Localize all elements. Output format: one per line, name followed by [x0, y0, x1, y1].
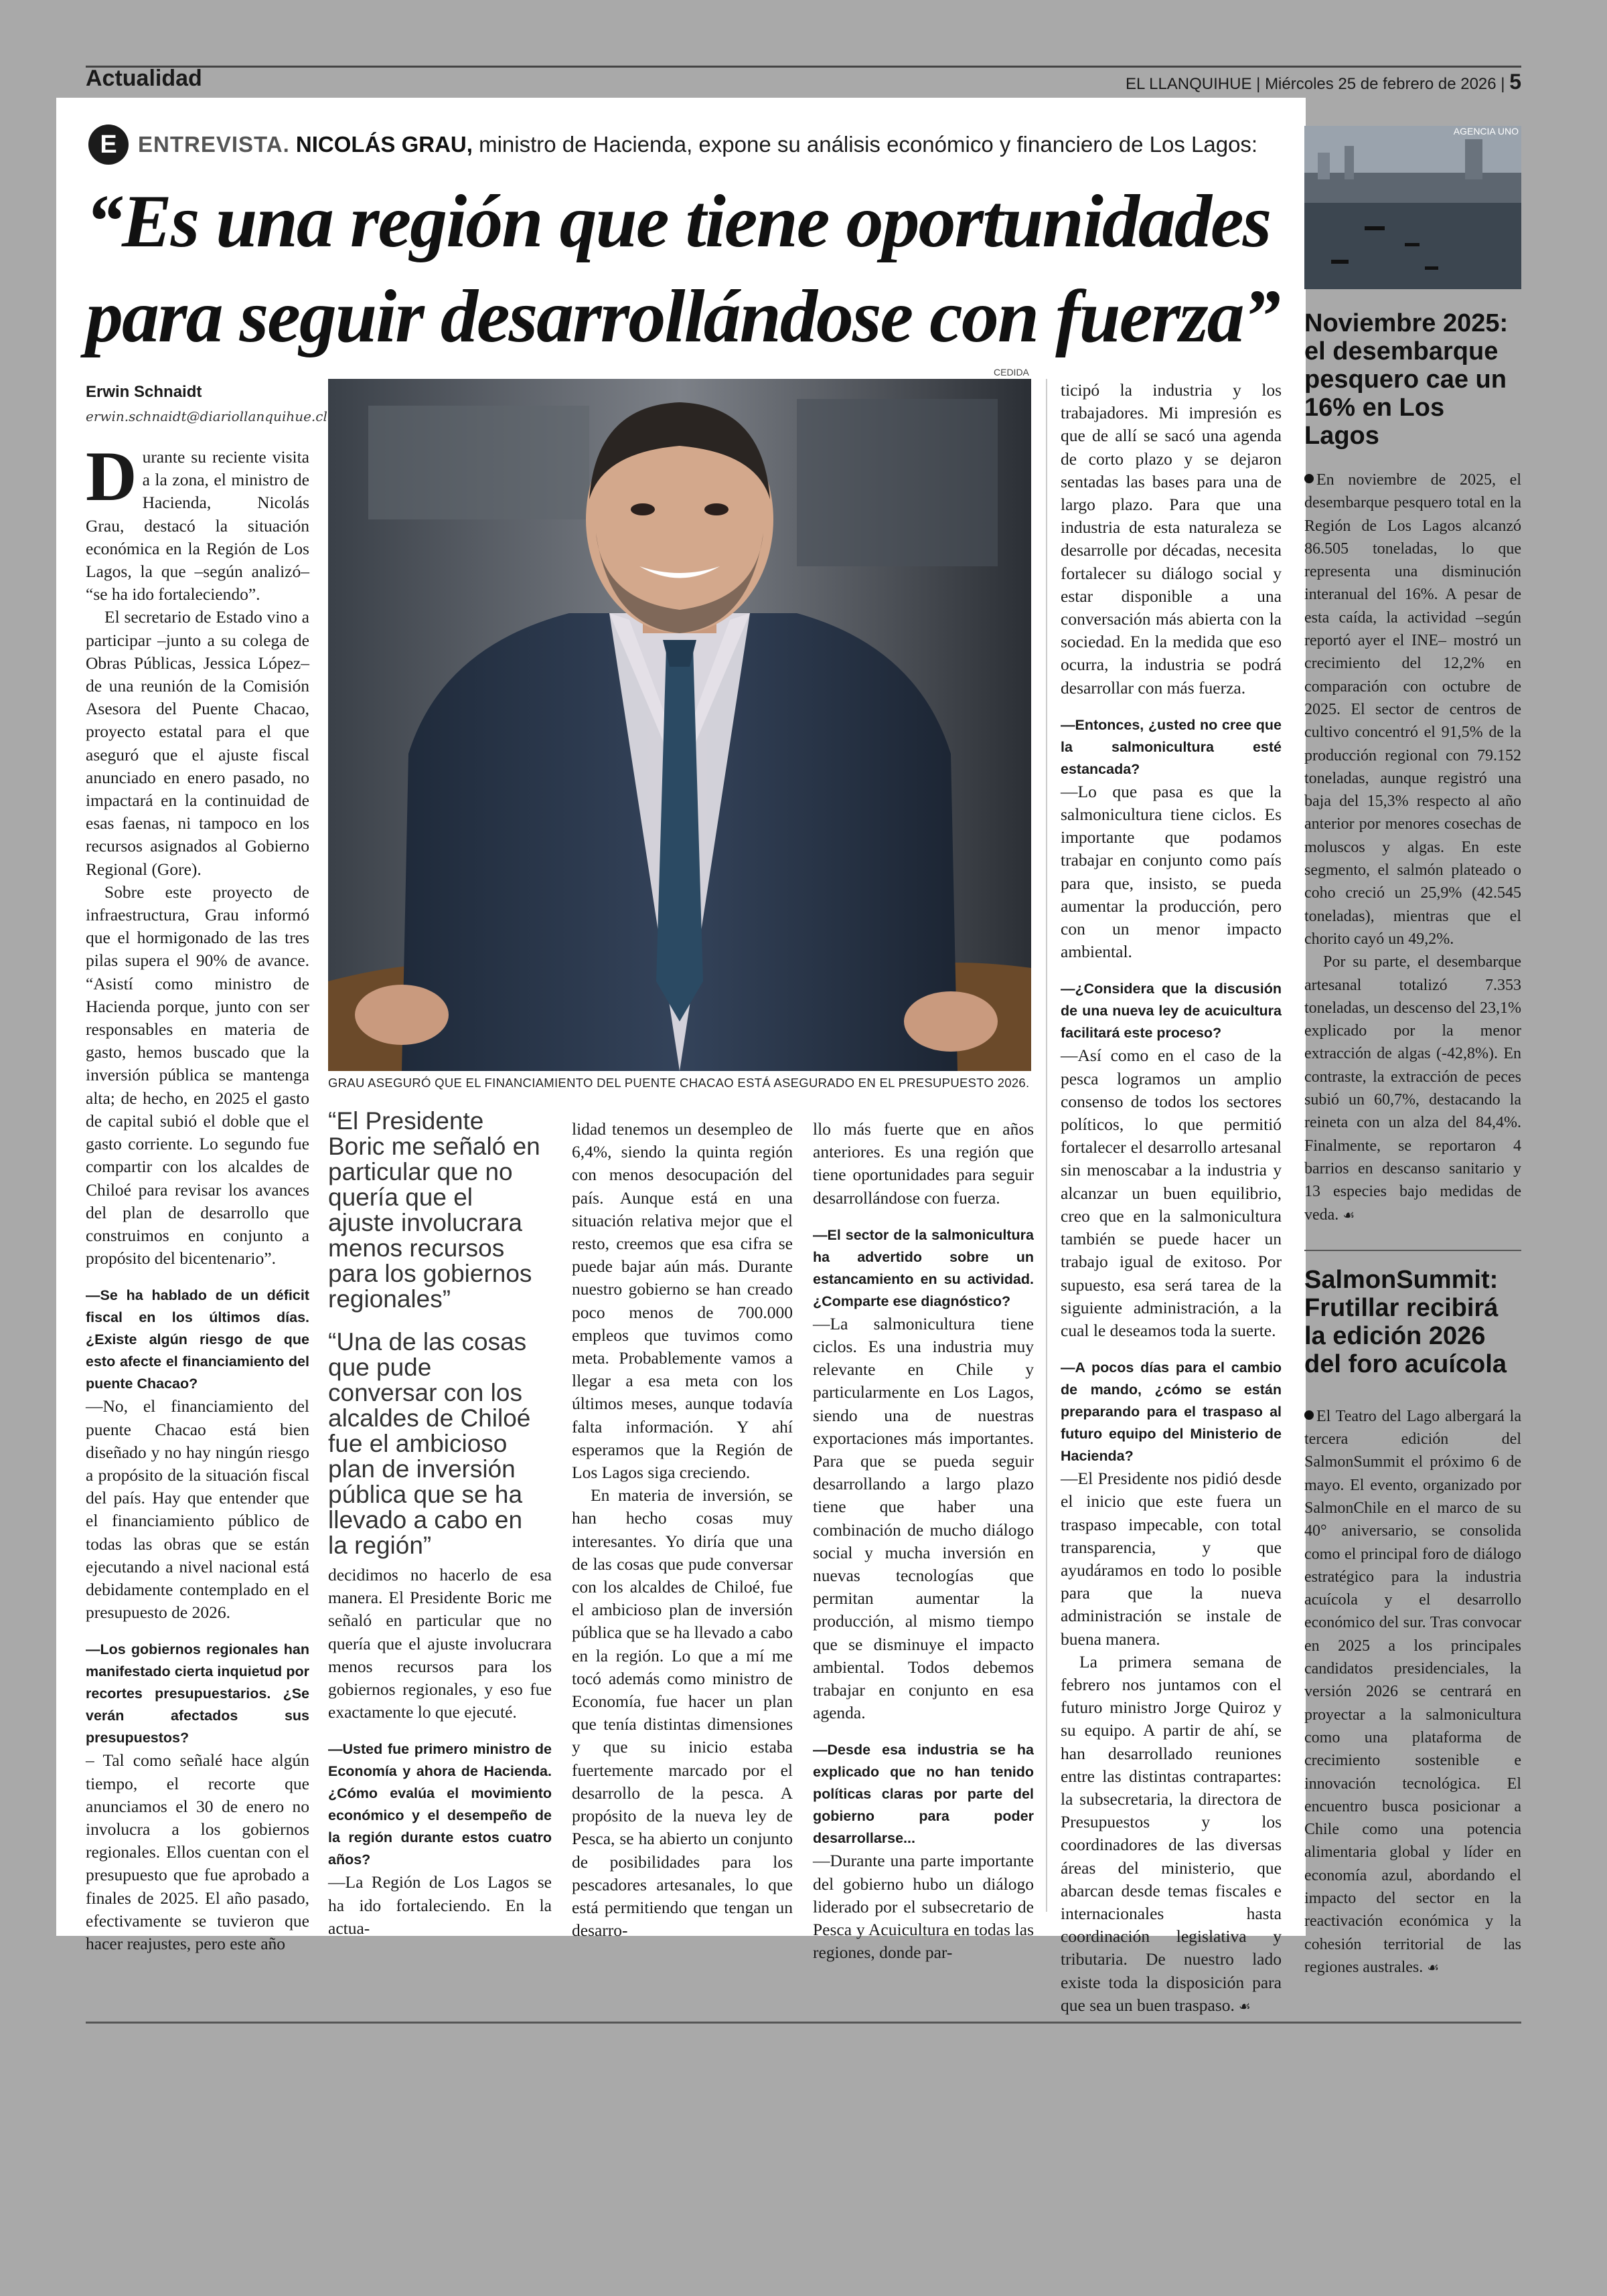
- paragraph-text: —Usted fue primero ministro de Economía y ahora de Hacienda. ¿Cómo evalúa el movimiento económico y el desempeño de la región durante estos cuatro años?: [328, 1741, 552, 1868]
- paragraph: [1061, 781, 1282, 964]
- paragraph: [572, 1118, 793, 1484]
- sidebar-text-1b: [1304, 951, 1521, 1227]
- article-column-2: [328, 1564, 552, 1940]
- end-mark-icon: ☙: [1343, 1208, 1355, 1223]
- sidebar-divider: [1304, 1250, 1521, 1251]
- paragraph-text: llo más fuerte que en años anteriores. Es una región que tiene oportunidades para seguir desarrollándose con fuerza.: [813, 1119, 1034, 1208]
- photo-agency: AGENCIA UNO: [1453, 126, 1519, 137]
- harbor-photo: [1304, 126, 1521, 289]
- headline-line-2: para seguir desarrollándose con fuerza”: [86, 275, 1280, 358]
- article-column-5: [1061, 379, 1282, 2018]
- paragraph: [328, 1871, 552, 1940]
- author-email: erwin.schnaidt@diariollanquihue.cl: [86, 408, 327, 424]
- sidebar-title-2: SalmonSummit: Frutillar recibirá la edición 2026 del foro acuícola: [1304, 1265, 1507, 1378]
- drop-cap: D: [86, 437, 137, 515]
- paragraph-text: —El sector de la salmonicultura ha advertido sobre un estancamiento en su actividad. ¿Comparte ese diagnóstico?: [813, 1226, 1034, 1309]
- paragraph-text: —Entonces, ¿usted no cree que la salmonicultura esté estancada?: [1061, 716, 1282, 777]
- paragraph-text: Sobre este proyecto de infraestructura, Grau informó que el hormigonado de las tres pilas supera el 90% de avance. “Asistí como ministro de Hacienda porque, junto con ser responsables en materia de gasto, hemos buscado que la inversión pública se mantenga alta; de hecho, en 2025 el gasto de capital subió el doble que el gasto corriente. Lo segundo fue compartir con los alcaldes de Chiloé para revisar los avances del plan de desarrollo que construimos en conjunto a propósito del bicentenario”.: [86, 882, 309, 1268]
- sidebar-text-2: [1304, 1405, 1521, 1979]
- paragraph: [1061, 1651, 1282, 2018]
- end-mark-icon: ☙: [1427, 1960, 1440, 1975]
- paragraph-text: —¿Considera que la discusión de una nueva ley de acuicultura facilitará este proceso?: [1061, 981, 1282, 1042]
- sidebar-text-1a: [1304, 469, 1521, 951]
- sidebar-title-1: Noviembre 2025: el desembarque pesquero cae un 16% en Los Lagos: [1304, 309, 1509, 450]
- paragraph: [572, 1484, 793, 1942]
- paragraph-text: ticipó la industria y los trabajadores. Mi impresión es que de allí se sacó una agenda de corto plazo y se dejaron sentadas las bases para una de largo plazo. Para que una industria de esta naturaleza se desarrolle por décadas, necesita fortalecer su diálogo social y estar disponible a una conversación más abierta con la sociedad. En la medida que eso ocurra, la industria se podrá desarrollar con más fuerza.: [1061, 380, 1282, 698]
- paragraph-text: decidimos no hacerlo de esa manera. El Presidente Boric me señaló en particular que no quería que el ajuste involucrara menos recursos para los gobiernos regionales, y eso fue exactamente lo que ejecuté.: [328, 1565, 552, 1722]
- article-column-3: [572, 1118, 793, 1942]
- question: [328, 1738, 552, 1871]
- paragraph-text: —Desde esa industria se ha explicado que no han tenido políticas claras por parte del gobierno para poder desarrollarse...: [813, 1742, 1034, 1847]
- kicker-badge: E: [88, 125, 129, 165]
- paragraph-text: —Lo que pasa es que la salmonicultura tiene ciclos. Es importante que podamos trabajar en conjunto como país para que, insisto, se pueda aumentar la producción, pero con un menor impacto ambiental.: [1061, 781, 1282, 962]
- paragraph-text: La primera semana de febrero nos juntamos con el futuro ministro Jorge Quiroz y su equipo. A partir de ahí, se han desarrollado reuniones entre las distintas contrapartes: la subsecretaria, la directora de Presupuestos y los coordinadores de las diversas áreas del ministerio, que abarcan desde temas fiscales e internacionales hasta coordinación legislativa y tributaria. De nuestro lado existe toda la disposición para que sea un buen traspaso.: [1061, 1651, 1282, 2015]
- question: [1061, 1357, 1282, 1467]
- article-column-4: [813, 1118, 1034, 1964]
- paragraph: [86, 881, 309, 1270]
- end-mark-icon: ☙: [1238, 1999, 1251, 2014]
- sidebar-text-2-body: El Teatro del Lago albergará la tercera edición del SalmonSummit el próximo 6 de mayo. El evento, organizado por SalmonChile en el marco de su 40° aniversario, se consolida como el principal foro de diálogo estratégico para la industria acuícola y el desarrollo económico del sur. Tras convocar en 2025 a los principales candidatos presidenciales, la versión 2026 se centrará en proyectar a la salmonicultura como una plataforma de crecimiento sostenible e innovación tecnológica. El encuentro busca posicionar a Chile como una potencia alimentaria global y líder en economía azul, abordando el impacto del sector en la reactivación económica y la cohesión territorial de las regiones australes.: [1304, 1407, 1521, 1976]
- paragraph: [86, 1749, 309, 1955]
- kicker-rest: ministro de Hacienda, expone su análisis económico y financiero de Los Lagos:: [479, 132, 1258, 157]
- sidebar: [1304, 126, 1521, 1979]
- question: [813, 1739, 1034, 1850]
- header-rule: [86, 66, 1521, 68]
- headline: [86, 174, 1291, 364]
- paragraph-text: – Tal como señalé hace algún tiempo, el recorte que anunciamos el 30 de enero no involucra a los gobiernos regionales. Ellos cuentan con el presupuesto que fue aprobado a finales de 2025. El año pasado, efectivamente se tuvieron que hacer reajustes, pero este año: [86, 1750, 309, 1953]
- question: [1061, 714, 1282, 781]
- paragraph: [813, 1313, 1034, 1725]
- paragraph-text: —Así como en el caso de la pesca logramos un amplio consenso de todos los sectores políticos, lo que permitió fortalecer el desarrollo artesanal sin menoscabar a la industria y alcanzar un buen equilibrio, creo que en la salmonicultura también se puede hacer un trabajo igual de exitoso. Por supuesto, esa será tarea de la siguiente administración, a la cual le deseamos toda la suerte.: [1061, 1046, 1282, 1340]
- sidebar-photo-wrap: [1304, 126, 1521, 292]
- paragraph: [328, 1564, 552, 1724]
- paragraph: [86, 437, 309, 606]
- paragraph-text: —El Presidente nos pidió desde el inicio que este fuera un traspaso impecable, con total transparencia, y que ayudáramos en todo lo posible para que la nueva administración se instale de buena manera.: [1061, 1469, 1282, 1649]
- photo-caption: GRAU ASEGURÓ QUE EL FINANCIAMIENTO DEL PUENTE CHACAO ESTÁ ASEGURADO EN EL PRESUPUESTO 2026.: [328, 1076, 1030, 1090]
- bullet-icon: [1304, 1410, 1314, 1420]
- question: [86, 1285, 309, 1395]
- portrait-photo: [328, 379, 1031, 1071]
- bullet-icon: [1304, 474, 1314, 483]
- headline-line-1: “Es una región que tiene oportunidades: [86, 180, 1271, 263]
- paragraph: [86, 1395, 309, 1624]
- question: [1061, 978, 1282, 1044]
- paragraph-text: —A pocos días para el cambio de mando, ¿cómo se están preparando para el traspaso al futuro equipo del Ministerio de Hacienda?: [1061, 1360, 1282, 1465]
- paragraph-text: —Los gobiernos regionales han manifestado cierta inquietud por recortes presupuestarios. ¿Se verán afectados sus presupuestos?: [86, 1641, 309, 1746]
- footer-rule: [86, 2022, 1521, 2024]
- paper-name: EL LLANQUIHUE: [1125, 75, 1252, 93]
- sidebar-text-1b-body: Por su parte, el desembarque artesanal totalizó 7.353 toneladas, un descenso del 23,1% explicado por la menor extracción de algas (-42,8%). En contraste, la extracción de peces subió un 60,7%, destacando la reineta con un alza del 84,4%. Finalmente, se reportaron 4 barrios en descanso sanitario y 13 especies bajo medidas de veda.: [1304, 953, 1521, 1224]
- sidebar-text-1a-body: En noviembre de 2025, el desembarque pesquero total en la Región de Los Lagos alcanzó 86.505 toneladas, lo que representa una disminución interanual del 16%. A pesar de esta caída, la actividad –según reportó ayer el INE– mostró un crecimiento del 12,2% en comparación con octubre de 2025. El sector de centros de cultivo concentró el 91,5% de la producción regional con 79.152 toneladas, aunque registró una baja del 15,3% respecto al año anterior por menores cosechas de moluscos y algas. En este segmento, el salmón plateado o coho creció un 25,9% (42.545 toneladas), mientras que el chorito cayó un 49,2%.: [1304, 471, 1521, 948]
- byline: Erwin Schnaidt: [86, 383, 202, 401]
- kicker-name: NICOLÁS GRAU,: [295, 132, 473, 157]
- paragraph: [1061, 379, 1282, 700]
- paragraph-text: —La salmonicultura tiene ciclos. Es una industria muy relevante en Chile y particularmente en Los Lagos, siendo una de nuestras exportaciones más importantes. Para que se pueda seguir desarrollando a largo plazo tiene que haber una combinación de mucho diálogo social y mucha inversión en nuevas tecnologías que permitan aumentar la producción, al mismo tiempo que se disminuye el impacto ambiental. Todos debemos trabajar en conjunto en esa agenda.: [813, 1313, 1034, 1723]
- kicker-tag: ENTREVISTA.: [138, 132, 290, 157]
- section-label: Actualidad: [86, 66, 202, 91]
- paragraph-text: —Se ha hablado de un déficit fiscal en los últimos días. ¿Existe algún riesgo de que esto afecte el financiamiento del puente Chacao?: [86, 1287, 309, 1392]
- main-article: [56, 98, 1306, 2015]
- question: [813, 1224, 1034, 1313]
- paragraph-text: —Durante una parte importante del gobierno hubo un diálogo liderado por el subsecretario de Pesca y Acuicultura en todas las regiones, donde par-: [813, 1851, 1034, 1963]
- pull-quote-1: “El Presidente Boric me señaló en particular que no quería que el ajuste involucrara menos recursos para los gobiernos regionales”: [328, 1107, 540, 1313]
- paragraph-text: lidad tenemos un desempleo de 6,4%, siendo la quinta región con menos desocupación del país. Aunque está en una situación relativa mejor que el resto, creemos que esa cifra se puede bajar aún más. Durante nuestro gobierno se han creado poco menos de 700.000 empleos que tuvimos como meta. Probablemente vamos a llegar a esa meta con los últimos meses, aunque todavía falta información. Y ahí esperamos que la Región de Los Lagos siga creciendo.: [572, 1119, 793, 1483]
- article-column-1: [86, 437, 309, 1955]
- paragraph: [1061, 1044, 1282, 1342]
- kicker: [88, 125, 1257, 165]
- pull-quote-2: “Una de las cosas que pude conversar con los alcaldes de Chiloé fue el ambicioso plan de inversión pública que se ha llevado a cabo en la región”: [328, 1328, 531, 1559]
- paragraph: [86, 606, 309, 880]
- paragraph-text: El secretario de Estado vino a participar –junto a su colega de Obras Públicas, Jessica López– de una reunión de la Comisión Asesora del Puente Chacao, proyecto estatal para el que aseguró que el ajuste fiscal anunciado en enero pasado, no impactará en la continuidad de esas faenas, ni tampoco en los recursos asignados al Gobierno Regional (Gore).: [86, 607, 309, 879]
- paragraph: [1061, 1467, 1282, 1651]
- paragraph: [813, 1118, 1034, 1210]
- paragraph-text: —No, el financiamiento del puente Chacao está bien diseñado y no hay ningún riesgo a propósito de la situación fiscal del país. Hay que entender que el financiamiento público de todas las obras que se están ejecutando a nivel nacional está debidamente contemplado en el presupuesto de 2026.: [86, 1396, 309, 1623]
- photo-credit: CEDIDA: [994, 367, 1029, 378]
- issue-date: Miércoles 25 de febrero de 2026: [1265, 75, 1497, 93]
- page-header: EL LLANQUIHUE | Miércoles 25 de febrero de 2026 | 5: [1125, 70, 1521, 94]
- question: [86, 1639, 309, 1749]
- paragraph-text: —La Región de Los Lagos se ha ido fortaleciendo. En la actua-: [328, 1872, 552, 1938]
- column-divider: [1046, 379, 1047, 1912]
- paragraph-text: En materia de inversión, se han hecho cosas muy interesantes. Yo diría que una de las cosas que pude conversar con los alcaldes de Chiloé, fue el ambicioso plan de inversión pública que se ha llevado a cabo en la región. Lo que a mí me tocó además como ministro de Economía, fue hacer un plan que tenía distintas dimensiones y que su inicio estaba fuertemente marcado por el desarrollo de la pesca. A propósito de la nueva ley de Pesca, se ha abierto un conjunto de posibilidades para los pescadores artesanales, lo que está permitiendo que tengan un desarro-: [572, 1485, 793, 1941]
- paragraph-text: urante su reciente visita a la zona, el ministro de Hacienda, Nicolás Grau, destacó la situación económica en la Región de Los Lagos, la que –según analizó– “se ha ido fortaleciendo”.: [86, 447, 309, 604]
- page-number: 5: [1509, 70, 1521, 94]
- paragraph: [813, 1850, 1034, 1964]
